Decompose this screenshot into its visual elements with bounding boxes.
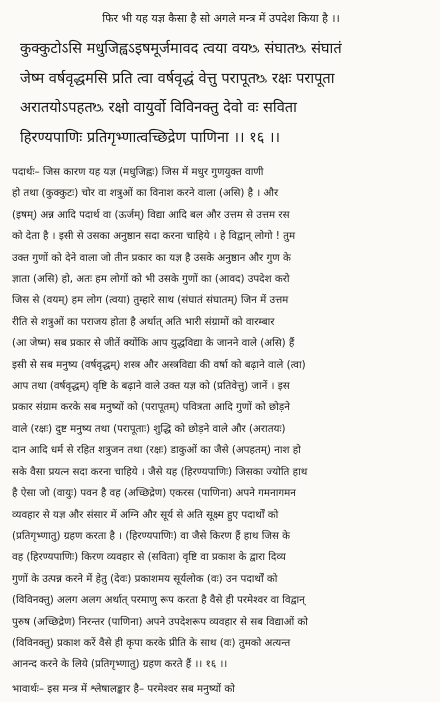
commentary-line: (प्रतिगृभ्णातु) ग्रहण करता है । (हिरण्यपाणिः) वा जैसे किरण हैं हाथ जिस के [12, 529, 291, 542]
commentary-line: हो तथा (कुक्कुटः) चोर वा शत्रुओं का विनाश करने वाला (असि) है । और [12, 187, 279, 200]
commentary-line: व्यवहार से यज्ञ और संसार में अग्नि और सूर्य से अति सूक्ष्म हुए पदार्थों को [12, 508, 279, 521]
commentary-line: ज्ञाता (असि) हो, अतः हम लोगों को भी उसके गुणों का (आवद) उपदेश करो [12, 273, 290, 286]
commentary-line: वाले (रक्षः) दुष्ट मनुष्य तथा (परापूताः) शुद्धि को छोड़ने वाले और (अरातयः) [12, 422, 286, 435]
commentary-line: रीति से शत्रुओं का पराजय होता है अर्थात् अति भारी संग्रामों को वारम्बार [12, 315, 275, 328]
commentary-line: प्रकार संग्राम करके सब मनुष्यों को (परापूतम्) पवित्रता आदि गुणों को छोड़ने [12, 401, 290, 414]
mantra-block [20, 34, 430, 152]
intro-line: फिर भी यह यज्ञ कैसा है सो अगले मन्त्र में उपदेश किया है ।। [102, 12, 340, 25]
commentary-line: इसी से सब मनुष्य (वर्षवृद्धम्) शस्त्र और अस्त्रविद्या की वर्षा को बढ़ाने वाले (त्वा) [12, 358, 306, 371]
commentary-line: वह (हिरण्यपाणिः) किरण व्यवहार से (सविता) वृष्टि वा प्रकाश के द्वारा दिव्य [12, 551, 286, 564]
commentary-line: उक्त गुणों को देने वाला जो तीन प्रकार का यज्ञ है उसके अनुष्ठान और गुण के [12, 251, 291, 264]
commentary-line: है ऐसा जो (वायुः) पवन है वह (अच्छिद्रेण) एकरस (पाणिना) अपने गमनागमन [12, 487, 296, 500]
bhavarth-line: भावार्थः– इस मन्त्र में श्लेषालङ्कार है– परमेश्वर सब मनुष्यों को [12, 682, 235, 695]
commentary-line: को देता है । इसी से उसका अनुष्ठान सदा करना चाहिये । हे विद्वान् लोगो ! तुम [12, 230, 296, 243]
commentary-line: आप तथा (वर्षवृद्धम्) वृष्टि के बढ़ाने वाले उक्त यज्ञ को (प्रतिवेत्तु) जानें । इस [12, 380, 290, 393]
mantra-line: अरातयोऽपहतᳬ रक्षो वायुर्वो विविनक्तु देवो वः सविता [20, 99, 297, 116]
commentary-line: (इषम्) अन्न आदि पदार्थ वा (ऊर्जम्) विद्या आदि बल और उत्तम से उत्तम रस [12, 208, 290, 221]
commentary-line: (विविनक्तु) प्रकाश करें वैसे ही कृपा करके प्रीति के साथ (वः) तुमको अत्यन्त [12, 636, 291, 649]
mantra-line: हिरण्यपाणिः प्रतिगृभ्णात्वच्छिद्रेण पाणिना ।। १६ ।। [20, 128, 281, 146]
commentary-line: पदार्थः– जिस कारण यह यज्ञ (मधुजिह्वः) जिस में मधुर गुणयुक्त वाणी [12, 166, 264, 178]
commentary-line: सके वैसा प्रयत्न सदा करना चाहिये । जैसे यह (हिरण्यपाणिः) जिसका ज्योति हाथ [12, 465, 308, 478]
mantra-line: कुक्कुटोऽसि मधुजिह्वऽइषमूर्जमावद त्वया वयᳬ संघातᳬ संघातं [20, 40, 342, 57]
commentary-line: दान आदि धर्म से रहित शत्रुजन तथा (रक्षः) डाकुओं का जैसे (अपहतम्) नाश हो [12, 444, 301, 457]
commentary-line: गुणों के उत्पन्न करने में हेतु (देवः) प्रकाशमय सूर्यलोक (वः) उन पदार्थों को [12, 572, 278, 585]
padarth-commentary [12, 162, 430, 676]
commentary-line: (विविनक्तु) अलग अलग अर्थात् परमाणु रूप करता है वैसे ही परमेश्वर वा विद्वान् [12, 594, 305, 607]
mantra-line: जेष्म वर्षवृद्धमसि प्रति त्वा वर्षवृद्धं वेत्तु परापूतᳬ रक्षः परापूता [20, 69, 335, 87]
commentary-line: पुरुष (अच्छिद्रेण) निरन्तर (पाणिना) अपने उपदेशरूप व्यवहार से सब विद्याओं को [12, 615, 308, 628]
commentary-line: जिस से (वयम्) हम लोग (त्वया) तुम्हारे साथ (संघातं संघातम्) जिन में उत्तम [12, 294, 289, 307]
commentary-line: आनन्द करने के लिये (प्रतिगृभ्णातु) ग्रहण करते हैं ।। १६ ।। [12, 658, 228, 671]
commentary-line: (आ जेष्म) सब प्रकार से जीतें क्योंकि आप युद्धविद्या के जानने वाले (असि) हैं [12, 337, 295, 350]
